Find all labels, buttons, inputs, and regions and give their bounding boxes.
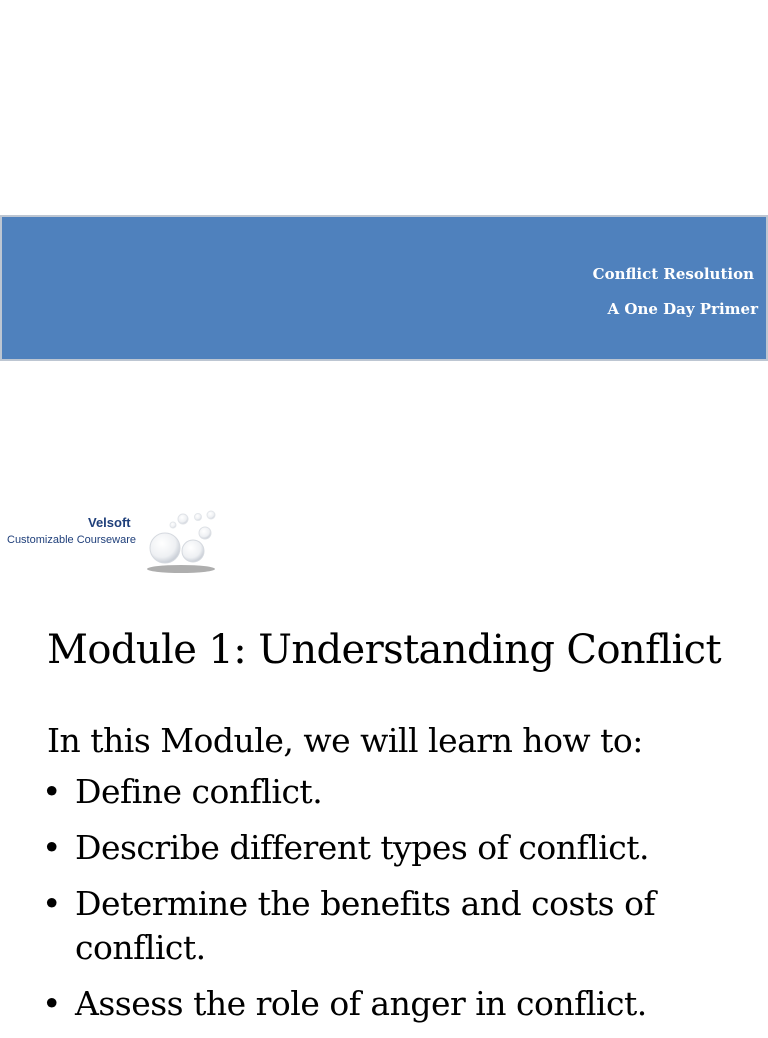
objective-text: Define conflict. [75, 772, 323, 811]
logo-brand: Velsoft [88, 515, 131, 530]
module-title: Module 1: Understanding Conflict [47, 627, 721, 673]
course-subtitle: A One Day Primer [607, 300, 758, 318]
bullet-icon: • [42, 772, 61, 811]
bullet-icon: • [42, 884, 61, 923]
objective-text: Assess the role of anger in conflict. [75, 984, 647, 1023]
course-title: Conflict Resolution [592, 265, 754, 283]
list-item [42, 882, 742, 970]
bullet-icon: • [42, 984, 61, 1023]
objective-text: Describe different types of conflict. [75, 828, 650, 867]
banner-text [593, 257, 758, 327]
bubbles-logo-icon [143, 505, 223, 577]
list-item [42, 982, 742, 1026]
objectives-list [42, 770, 742, 1038]
list-item [42, 826, 742, 870]
header-banner [0, 215, 768, 361]
velsoft-logo [0, 505, 225, 577]
list-item [42, 770, 742, 814]
bullet-icon: • [42, 828, 61, 867]
module-intro: In this Module, we will learn how to: [47, 721, 643, 760]
logo-tagline: Customizable Courseware [7, 534, 136, 546]
objective-text: Determine the benefits and costs of conflict. [75, 884, 656, 967]
